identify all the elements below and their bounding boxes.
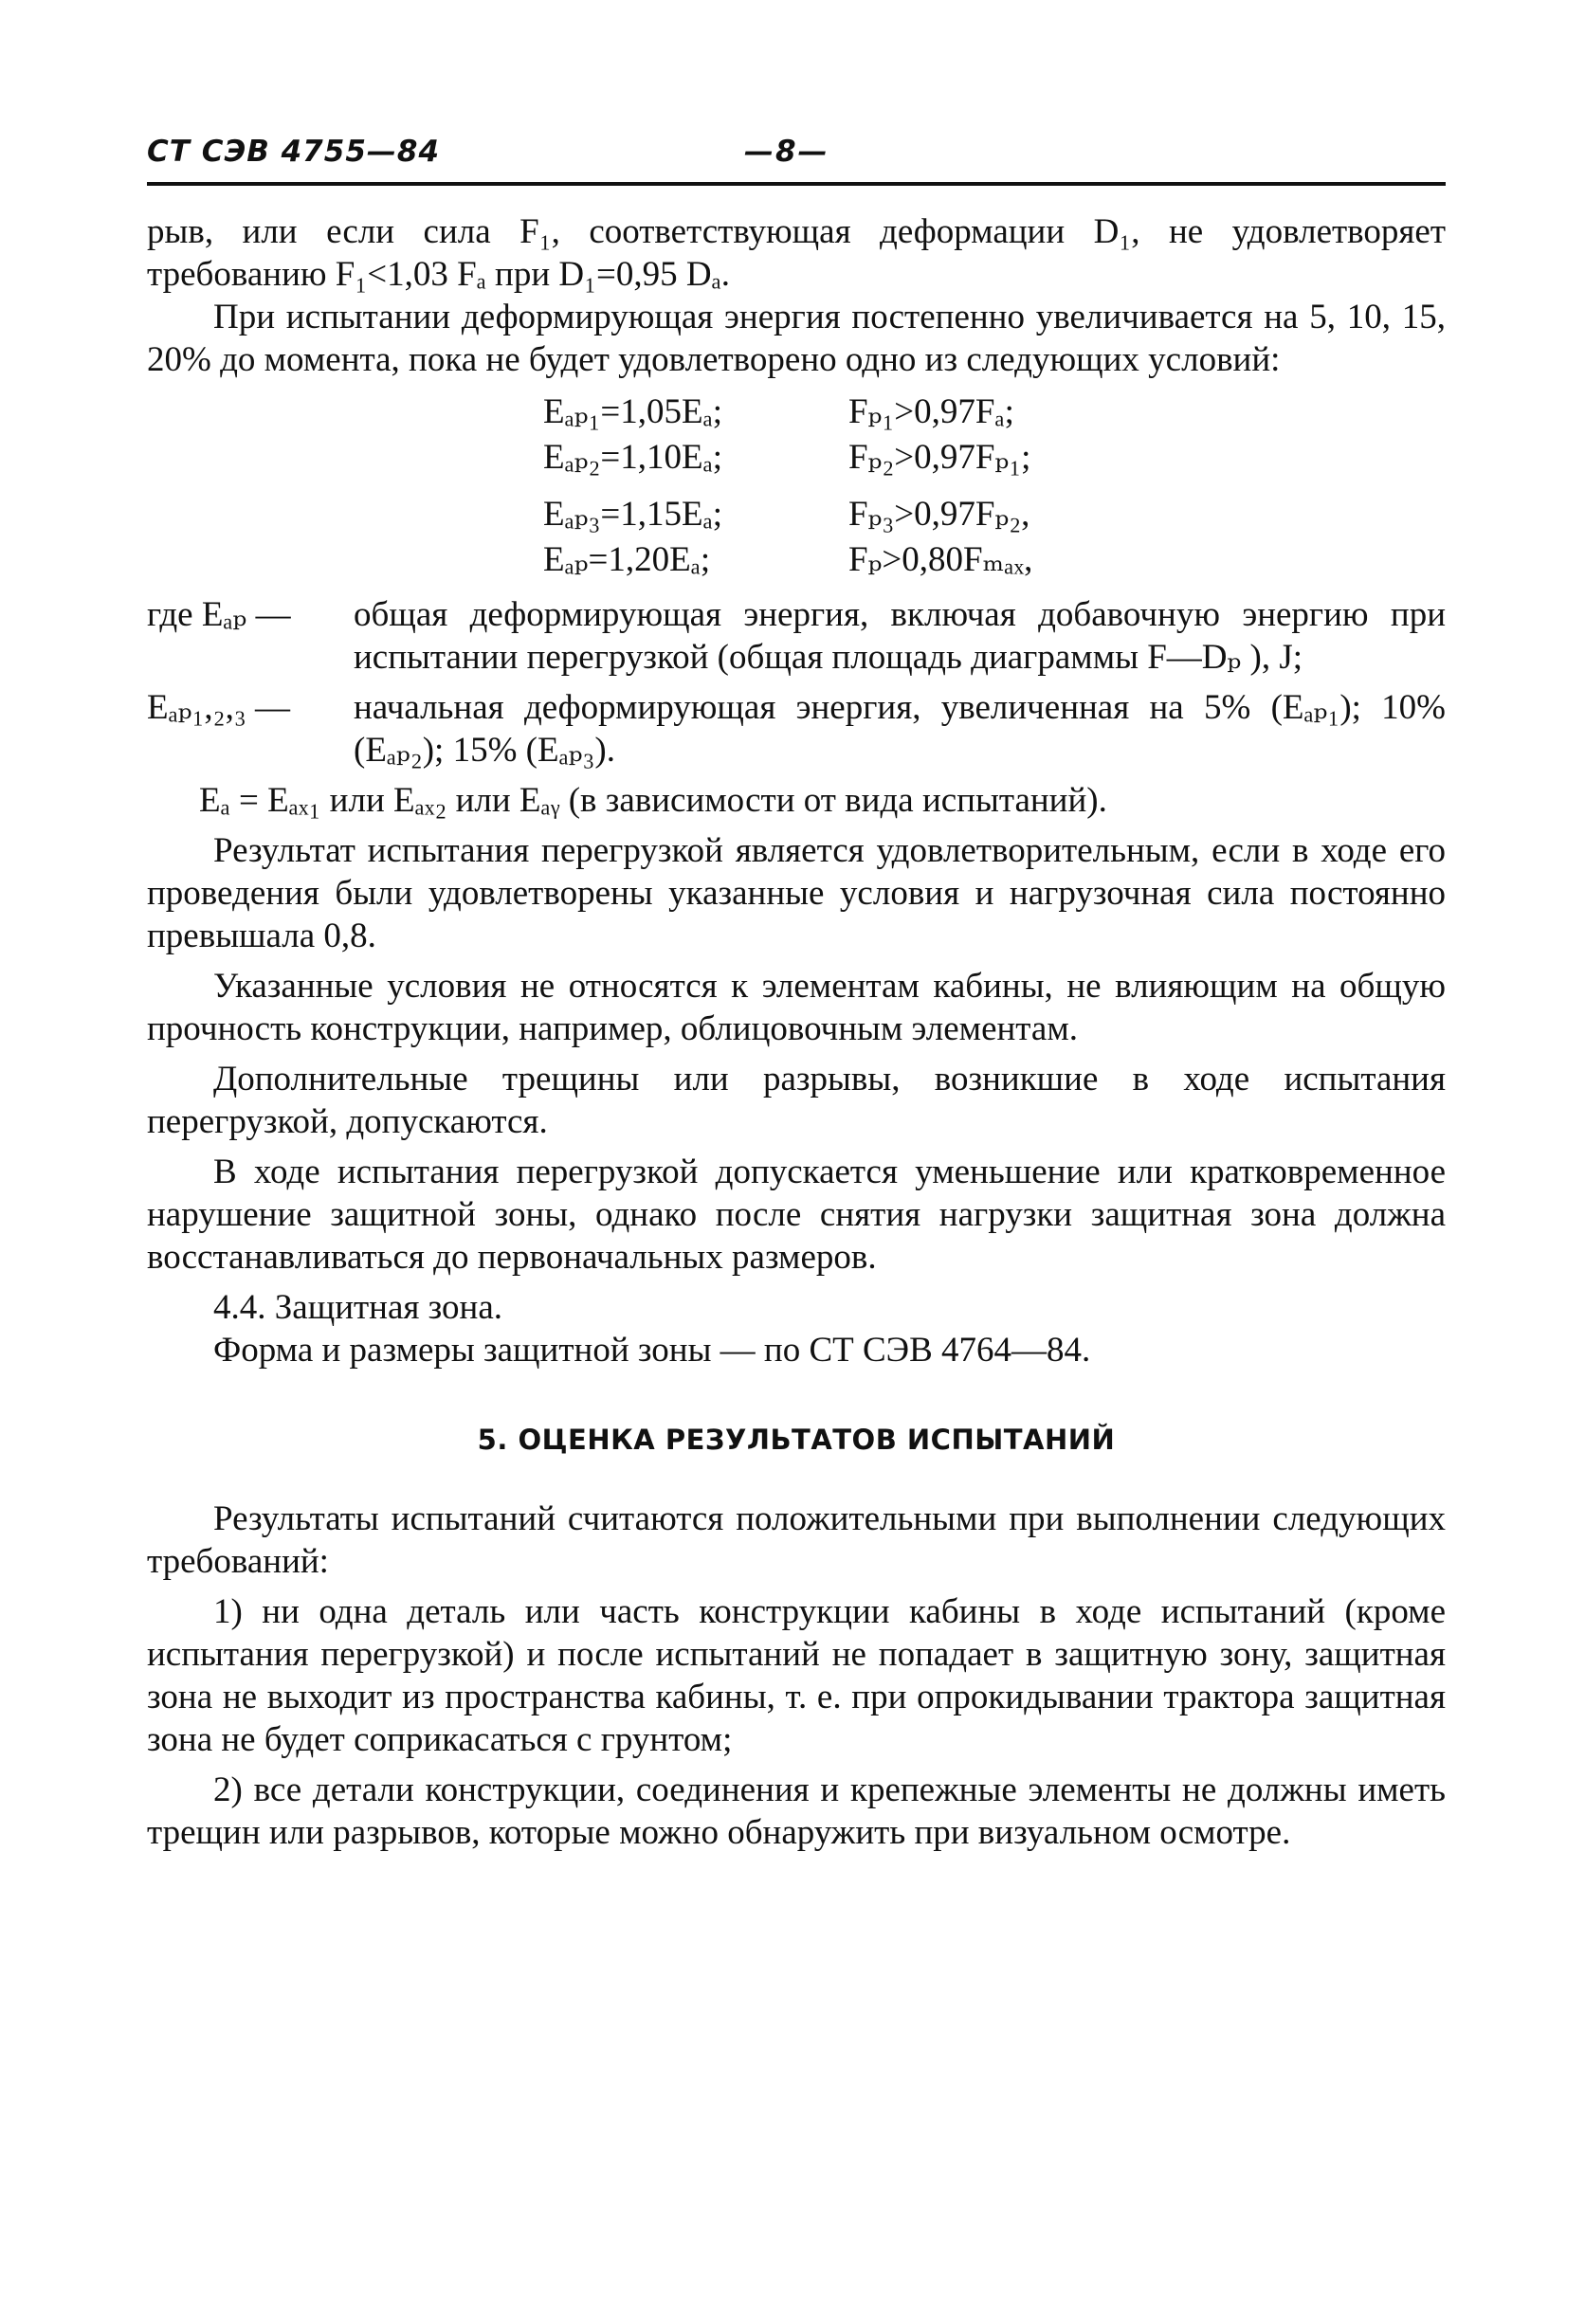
definition-label: Eₐₚ₁,₂,₃ — bbox=[147, 688, 290, 727]
section-heading: 5. ОЦЕНКА РЕЗУЛЬТАТОВ ИСПЫТАНИЙ bbox=[477, 1424, 1116, 1456]
definition-text: начальная деформирующая энергия, увеличенная на 5% (Eₐₚ₁); 10% (Eₐₚ₂); 15% (Eₐₚ₃). bbox=[354, 688, 1446, 770]
paragraph-continuation: рыв, или если сила F₁, соответствующая деформации D₁, не удовлетворяет требованию F₁<1,03 Fₐ при D₁=0,95 Dₐ. bbox=[147, 212, 1446, 294]
paragraph-cracks: Дополнительные трещины или разрывы, возникшие в ходе испытания перегрузкой, допускаются. bbox=[147, 1060, 1446, 1141]
standard-code: СТ СЭВ 4755—84 bbox=[147, 135, 441, 169]
formula-force: Fₚ₂>0,97Fₚ₁; bbox=[848, 438, 1031, 477]
definition-energy-types: Eₐ = Eₐₓ₁ или Eₐₓ₂ или Eₐᵧ (в зависимости от вида испытаний). bbox=[199, 781, 1107, 820]
definition-initial-energy bbox=[147, 686, 1446, 772]
definition-text: общая деформирующая энергия, включая добавочную энергию при испытании перегрузкой (общая площадь диаграммы F—Dₚ ), J; bbox=[354, 595, 1446, 677]
formula-force: Fₚ₃>0,97Fₚ₂, bbox=[848, 495, 1030, 534]
definition-total-energy bbox=[147, 593, 1446, 679]
formula-energy: Eₐₚ₂=1,10Eₐ; bbox=[543, 438, 723, 477]
definition-label: где Eₐₚ — bbox=[147, 595, 291, 634]
document-page bbox=[147, 123, 1446, 1852]
paragraph-protective-zone-violation: В ходе испытания перегрузкой допускается уменьшение или кратковременное нарушение защитной зоны, однако после снятия нагрузки защитная зона должна восстанавливаться до первоначальных размеров. bbox=[147, 1153, 1446, 1277]
page-header bbox=[147, 123, 1446, 178]
paragraph-results-criteria: Результаты испытаний считаются положительными при выполнении следующих требований: bbox=[147, 1499, 1446, 1581]
formula-energy: Eₐₚ₃=1,15Eₐ; bbox=[543, 495, 723, 534]
formula-row bbox=[543, 436, 1446, 481]
formula-row bbox=[543, 538, 1446, 584]
formula-row bbox=[543, 493, 1446, 538]
header-rule bbox=[147, 182, 1446, 186]
paragraph-energy-increase: При испытании деформирующая энергия постепенно увеличивается на 5, 10, 15, 20% до момента, пока не будет удовлетворено одно из следующих условий: bbox=[147, 298, 1446, 379]
paragraph-zone-form: Форма и размеры защитной зоны — по СТ СЭВ 4764—84. bbox=[213, 1331, 1091, 1370]
paragraph-overload-result: Результат испытания перегрузкой является удовлетворительным, если в ходе его проведения были удовлетворены указанные условия и нагрузочная сила постоянно превышала 0,8. bbox=[147, 831, 1446, 955]
formula-force: Fₚ>0,80Fₘₐₓ, bbox=[848, 540, 1033, 579]
document-body bbox=[147, 210, 1446, 1854]
formula-row bbox=[543, 390, 1446, 436]
requirement-1: 1) ни одна деталь или часть конструкции кабины в ходе испытаний (кроме испытания перегрузкой) и после испытаний не попадает в защитную зону, защитная зона не выходит из пространства кабины, т. е. при опрокидывании трактора защитная зона не будет соприкасаться с грунтом; bbox=[147, 1592, 1446, 1759]
formula-force: Fₚ₁>0,97Fₐ; bbox=[848, 392, 1014, 431]
conditions-formulas bbox=[543, 390, 1446, 584]
formula-energy: Eₐₚ=1,20Eₐ; bbox=[543, 540, 711, 579]
requirement-2: 2) все детали конструкции, соединения и крепежные элементы не должны иметь трещин или разрывов, которые можно обнаружить при визуальном осмотре. bbox=[147, 1770, 1446, 1852]
page-number: —8— bbox=[744, 135, 829, 169]
clause-4-4: 4.4. Защитная зона. bbox=[213, 1288, 503, 1327]
paragraph-conditions-scope: Указанные условия не относятся к элементам кабины, не влияющим на общую прочность конструкции, например, облицовочным элементам. bbox=[147, 967, 1446, 1048]
formula-energy: Eₐₚ₁=1,05Eₐ; bbox=[543, 392, 723, 431]
